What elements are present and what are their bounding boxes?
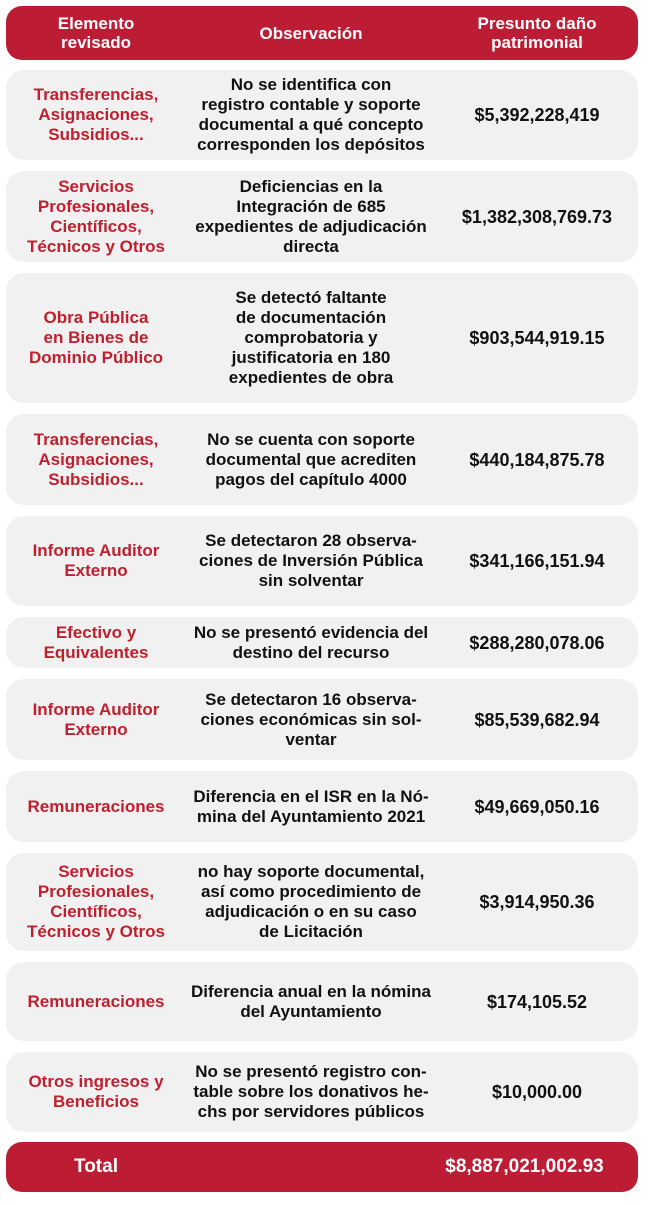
header-observation: Observación [259, 23, 363, 43]
table-row [6, 273, 638, 403]
row-element: Informe Auditor Externo [32, 541, 160, 580]
row-element: Transferencias, Asignaciones, Subsidios... [33, 85, 159, 144]
row-element: Informe Auditor Externo [32, 699, 160, 739]
row-amount: $288,280,078.06 [469, 632, 605, 653]
table-row [6, 70, 638, 160]
table-row [6, 171, 638, 262]
table-row [6, 679, 638, 760]
row-amount: $3,914,950.36 [479, 892, 595, 912]
row-observation: No se cuenta con soporte documental que acrediten pagos del capítulo 4000 [205, 429, 417, 489]
table-row [6, 414, 638, 505]
row-observation: Se detectaron 16 observa- ciones económicas sin sol- ventar [200, 689, 422, 749]
row-element: Transferencias, Asignaciones, Subsidios... [33, 429, 159, 489]
row-observation: No se presentó evidencia del destino del recurso [193, 622, 429, 662]
table-header [6, 6, 638, 60]
total-amount: $8,887,021,002.93 [445, 1156, 604, 1177]
row-amount: $49,669,050.16 [474, 796, 600, 817]
row-amount: $85,539,682.94 [474, 709, 600, 730]
row-element: Obra Pública en Bienes de Dominio Público [28, 308, 164, 367]
total-row [6, 1142, 638, 1192]
row-observation: Deficiencias en la Integración de 685 expedientes de adjudicación directa [195, 176, 427, 256]
row-element: Servicios Profesionales, Científicos, Técnicos y Otros [27, 862, 165, 941]
row-element: Servicios Profesionales, Científicos, Técnicos y Otros [27, 176, 165, 256]
row-element: Remuneraciones [27, 796, 165, 816]
row-observation: Diferencia en el ISR en la Nó- mina del Ayuntamiento 2021 [193, 786, 429, 826]
table-row [6, 617, 638, 668]
row-amount: $174,105.52 [486, 991, 588, 1012]
row-amount: $1,382,308,769.73 [461, 206, 613, 227]
row-observation: Se detectaron 28 observa- ciones de Inversión Pública sin solventar [199, 531, 423, 590]
row-observation: No se identifica con registro contable y soporte documental a qué concepto corresponden los depósitos [197, 75, 425, 154]
row-element: Otros ingresos y Beneficios [28, 1072, 164, 1111]
header-element-reviewed: Elemento revisado [57, 14, 135, 52]
row-amount: $440,184,875.78 [469, 449, 605, 470]
row-amount: $903,544,919.15 [469, 328, 605, 348]
table-row [6, 962, 638, 1041]
table-row [6, 771, 638, 842]
row-amount: $341,166,151.94 [469, 551, 605, 571]
row-amount: $10,000.00 [491, 1082, 583, 1102]
table-row [6, 1052, 638, 1132]
row-element: Efectivo y Equivalentes [43, 622, 149, 662]
total-label: Total [74, 1156, 118, 1177]
header-presumed-damage: Presunto daño patrimonial [477, 14, 597, 52]
row-element: Remuneraciones [27, 991, 165, 1011]
row-amount: $5,392,228,419 [474, 105, 600, 125]
table-row [6, 853, 638, 951]
row-observation: Diferencia anual en la nómina del Ayuntamiento [191, 981, 431, 1021]
row-observation: Se detectó faltante de documentación comprobatoria y justificatoria en 180 expedientes de obra [228, 288, 394, 387]
table-row [6, 516, 638, 606]
row-observation: no hay soporte documental, así como procedimiento de adjudicación o en su caso de Licitación [197, 862, 425, 941]
row-observation: No se presentó registro con- table sobre los donativos he- chs por servidores públicos [193, 1062, 429, 1121]
